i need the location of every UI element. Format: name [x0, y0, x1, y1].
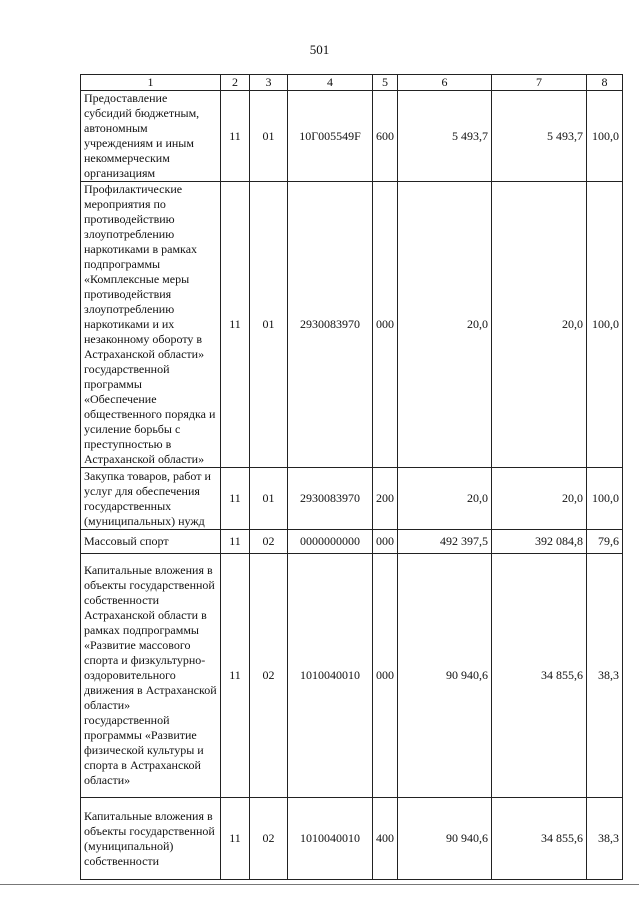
table-row — [81, 468, 623, 530]
header-cell: 7 — [492, 75, 587, 91]
row-subsection: 01 — [250, 182, 288, 468]
row-percent: 38,3 — [587, 554, 623, 798]
row-percent: 100,0 — [587, 468, 623, 530]
row-subsection: 02 — [250, 798, 288, 880]
row-plan-amount: 20,0 — [398, 468, 492, 530]
row-target-article: 2930083970 — [288, 468, 373, 530]
header-cell: 4 — [288, 75, 373, 91]
row-section: 11 — [221, 468, 250, 530]
row-target-article: 2930083970 — [288, 182, 373, 468]
header-cell: 1 — [81, 75, 221, 91]
row-section: 11 — [221, 182, 250, 468]
header-cell: 3 — [250, 75, 288, 91]
row-fact-amount: 5 493,7 — [492, 91, 587, 182]
budget-table — [80, 74, 623, 880]
row-target-article: 1010040010 — [288, 554, 373, 798]
header-cell: 6 — [398, 75, 492, 91]
table-row — [81, 530, 623, 554]
row-expense-type: 200 — [373, 468, 398, 530]
header-cell: 2 — [221, 75, 250, 91]
row-fact-amount: 20,0 — [492, 182, 587, 468]
table-row — [81, 798, 623, 880]
row-expense-type: 000 — [373, 182, 398, 468]
row-plan-amount: 20,0 — [398, 182, 492, 468]
row-name: Предоставление субсидий бюджетным, автономным учреждениям и иным некоммерческим организациям — [81, 91, 221, 182]
table-row — [81, 554, 623, 798]
row-fact-amount: 34 855,6 — [492, 798, 587, 880]
row-name: Капитальные вложения в объекты государственной (муниципальной) собственности — [81, 798, 221, 880]
row-fact-amount: 392 084,8 — [492, 530, 587, 554]
row-section: 11 — [221, 798, 250, 880]
row-target-article: 0000000000 — [288, 530, 373, 554]
header-cell: 5 — [373, 75, 398, 91]
row-subsection: 02 — [250, 530, 288, 554]
row-plan-amount: 90 940,6 — [398, 554, 492, 798]
row-fact-amount: 20,0 — [492, 468, 587, 530]
header-cell: 8 — [587, 75, 623, 91]
row-name: Капитальные вложения в объекты государственной собственности Астраханской области в рамках подпрограммы «Развитие массового спорта и физкультурно-оздоровительного движения в Астраханской области» государственной программы «Развитие физической культуры и спорта в Астраханской области» — [81, 554, 221, 798]
table-row — [81, 182, 623, 468]
row-name: Массовый спорт — [81, 530, 221, 554]
row-percent: 100,0 — [587, 91, 623, 182]
row-section: 11 — [221, 91, 250, 182]
row-section: 11 — [221, 554, 250, 798]
row-percent: 100,0 — [587, 182, 623, 468]
header-row — [81, 75, 623, 91]
row-target-article: 10Г005549F — [288, 91, 373, 182]
page-bottom-rule — [0, 884, 639, 885]
row-section: 11 — [221, 530, 250, 554]
row-expense-type: 400 — [373, 798, 398, 880]
row-expense-type: 600 — [373, 91, 398, 182]
row-percent: 79,6 — [587, 530, 623, 554]
row-subsection: 01 — [250, 91, 288, 182]
row-plan-amount: 492 397,5 — [398, 530, 492, 554]
row-plan-amount: 5 493,7 — [398, 91, 492, 182]
row-target-article: 1010040010 — [288, 798, 373, 880]
row-name: Профилактические мероприятия по противодействию злоупотреблению наркотиками в рамках подпрограммы «Комплексные меры противодействия злоупотреблению наркотиками и их незаконному обороту в Астраханской области» государственной программы «Обеспечение общественного порядка и усиление борьбы с преступностью в Астраханской области» — [81, 182, 221, 468]
row-name: Закупка товаров, работ и услуг для обеспечения государственных (муниципальных) нужд — [81, 468, 221, 530]
row-plan-amount: 90 940,6 — [398, 798, 492, 880]
row-percent: 38,3 — [587, 798, 623, 880]
row-fact-amount: 34 855,6 — [492, 554, 587, 798]
table-row — [81, 91, 623, 182]
page-number: 501 — [309, 42, 330, 57]
row-subsection: 02 — [250, 554, 288, 798]
row-subsection: 01 — [250, 468, 288, 530]
row-expense-type: 000 — [373, 554, 398, 798]
row-expense-type: 000 — [373, 530, 398, 554]
